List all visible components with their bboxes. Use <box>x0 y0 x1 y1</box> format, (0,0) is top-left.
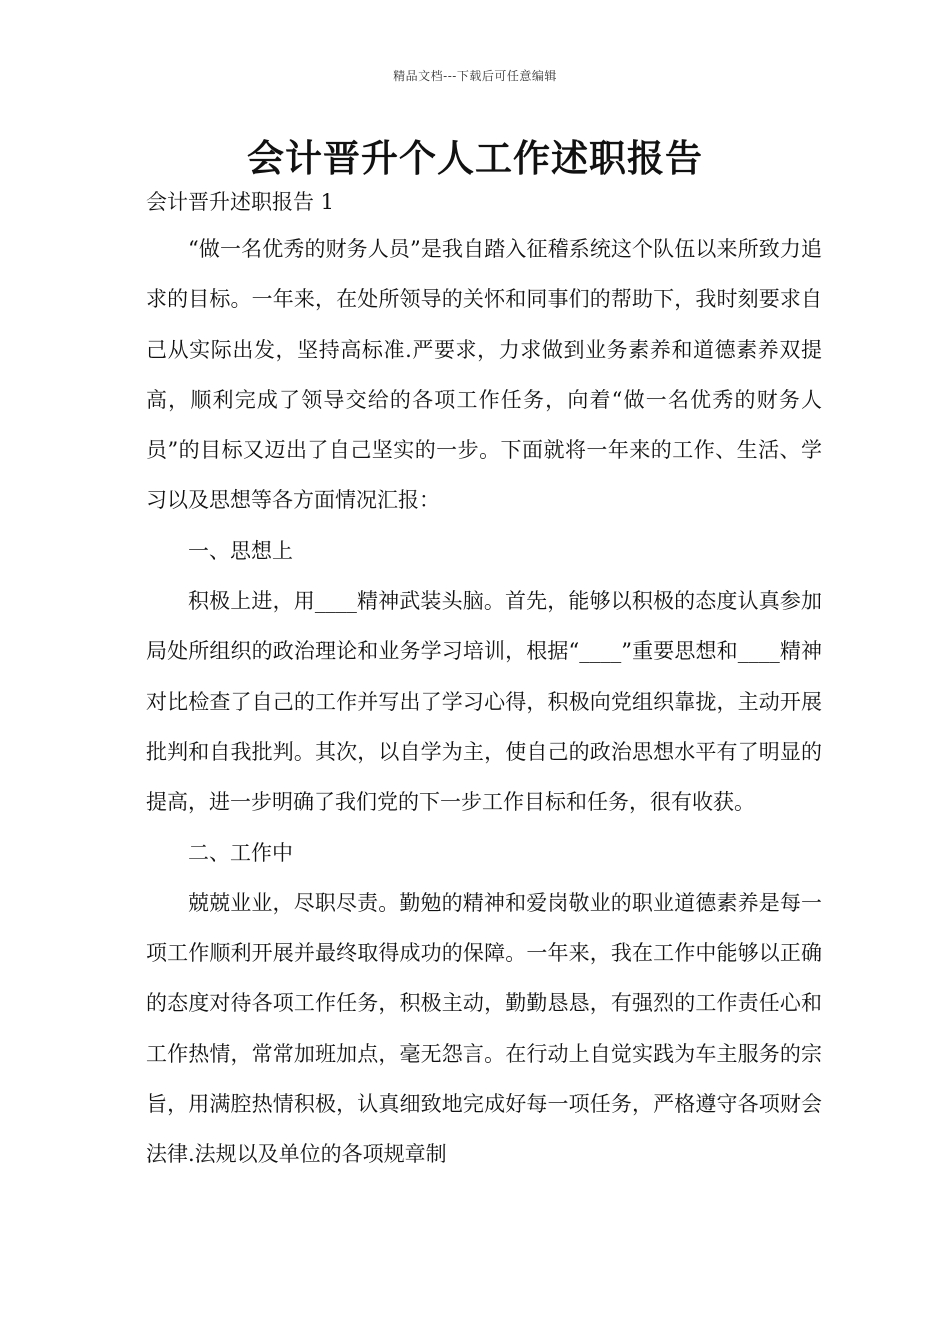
paragraph-intro: “做一名优秀的财务人员”是我自踏入征稽系统这个队伍以来所致力追求的目标。一年来，在处所领导的关怀和同事们的帮助下，我时刻要求自己从实际出发，坚持高标准.严要求，力求做到业务素养和道德素养双提高，顺利完成了领导交给的各项工作任务，向着“做一名优秀的财务人员”的目标又迈出了自己坚实的一步。下面就将一年来的工作、生活、学习以及思想等各方面情况汇报： <box>146 237 822 513</box>
section-heading-thought: 一、思想上 <box>188 538 293 563</box>
document-title: 会计晋升个人工作述职报告 <box>247 136 703 180</box>
section-heading-work: 二、工作中 <box>188 840 293 865</box>
header-note: 精品文档---下载后可任意编辑 <box>393 69 557 83</box>
document-subtitle: 会计晋升述职报告 1 <box>146 190 335 214</box>
paragraph-thought: 积极上进，用____精神武装头脑。首先，能够以积极的态度认真参加局处所组织的政治理论和业务学习培训，根据“____”重要思想和____精神对比检查了自己的工作并写出了学习心得，积极向党组织靠拢，主动开展批判和自我批判。其次，以自学为主，使自己的政治思想水平有了明显的提高，进一步明确了我们党的下一步工作目标和任务，很有收获。 <box>146 589 822 815</box>
paragraph-work: 兢兢业业，尽职尽责。勤勉的精神和爱岗敬业的职业道德素养是每一项工作顺利开展并最终取得成功的保障。一年来，我在工作中能够以正确的态度对待各项工作任务，积极主动，勤勤恳恳，有强烈的工作责任心和工作热情，常常加班加点，毫无怨言。在行动上自觉实践为车主服务的宗旨，用满腔热情积极，认真细致地完成好每一项任务，严格遵守各项财会法律.法规以及单位的各项规章制 <box>146 890 822 1167</box>
document-body <box>146 224 822 1180</box>
